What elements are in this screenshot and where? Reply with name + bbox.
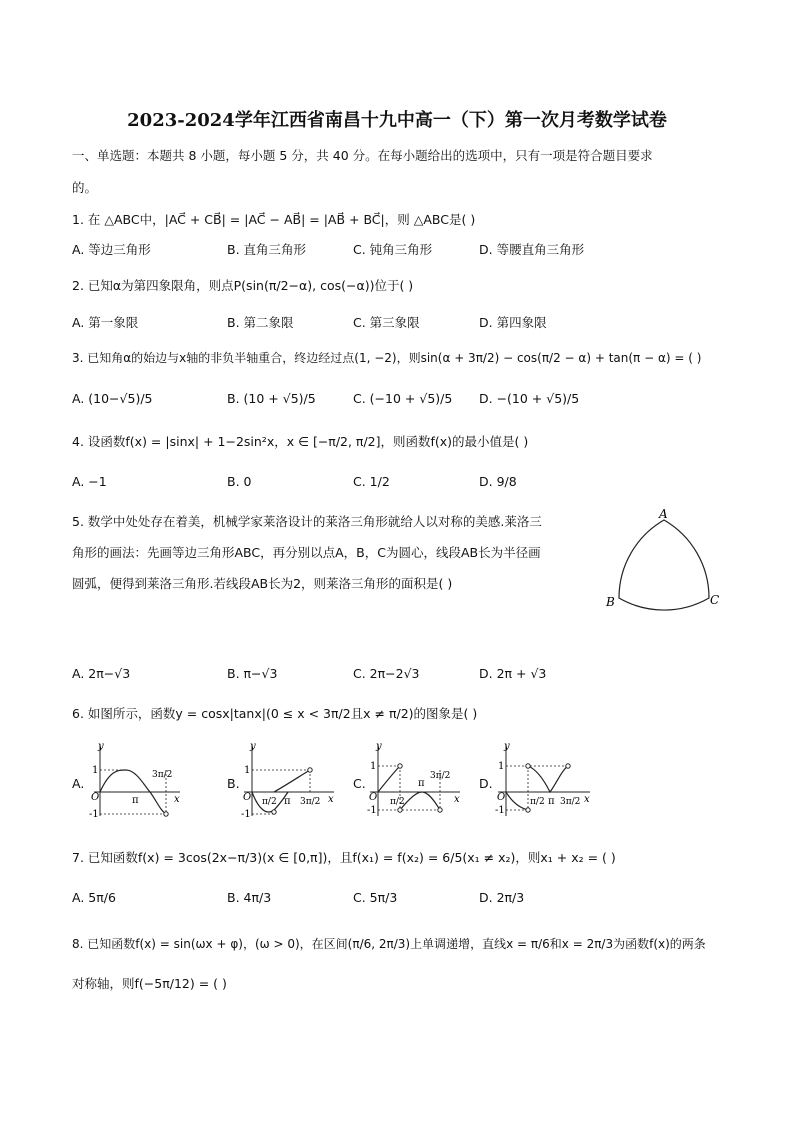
- q1-option-b: B. 直角三角形: [227, 242, 307, 257]
- q5-option-c: C. 2π−2√3: [353, 666, 420, 681]
- svg-text:1: 1: [370, 761, 377, 772]
- q2-option-c: C. 第三象限: [353, 315, 420, 330]
- question-8-stem-line1: 8. 已知函数f(x) = sin(ωx + φ)，(ω > 0)，在区间(π/6, 2π/3)上单调递增，直线x = π/6和x = 2π/3为函数f(x)的两条: [72, 937, 706, 951]
- svg-text:y: y: [376, 741, 382, 752]
- q4-option-c: C. 1/2: [353, 474, 390, 489]
- svg-text:3π/2: 3π/2: [300, 797, 321, 807]
- svg-text:π/2: π/2: [390, 797, 405, 807]
- svg-text:O: O: [497, 792, 506, 803]
- question-5-stem-line2: 角形的画法：先画等边三角形ABC，再分别以点A，B，C为圆心，线段AB长为半径画: [72, 545, 541, 560]
- question-6-stem: 6. 如图所示，函数y = cosx|tanx|(0 ≤ x < 3π/2且x ≠ π/2)的图象是( ): [72, 706, 478, 721]
- question-7-stem: 7. 已知函数f(x) = 3cos(2x−π/3)(x ∈ [0,π])，且f(x₁) = f(x₂) = 6/5(x₁ ≠ x₂)，则x₁ + x₂ = ( ): [72, 850, 616, 865]
- label-b: B: [606, 595, 615, 609]
- q3-option-c: C. (−10 + √5)/5: [353, 391, 453, 406]
- q1-option-c: C. 钝角三角形: [353, 242, 433, 257]
- svg-text:π: π: [548, 796, 555, 807]
- svg-text:1: 1: [92, 765, 99, 776]
- reuleaux-triangle-figure: [600, 505, 730, 615]
- q1-option-d: D. 等腰直角三角形: [479, 242, 585, 257]
- question-5-stem-line1: 5. 数学中处处存在着美，机械学家莱洛设计的莱洛三角形就给人以对称的美感.莱洛三: [72, 514, 542, 529]
- question-8-stem-line2: 对称轴，则f(−5π/12) = ( ): [72, 976, 227, 991]
- svg-text:π/2: π/2: [530, 797, 545, 807]
- q6-option-a: A.: [72, 776, 85, 791]
- svg-text:-1: -1: [89, 809, 99, 820]
- q5-option-a: A. 2π−√3: [72, 666, 131, 681]
- svg-text:O: O: [369, 792, 378, 803]
- question-5-stem-line3: 圆弧，便得到莱洛三角形.若线段AB长为2，则莱洛三角形的面积是( ): [72, 576, 453, 591]
- q2-option-a: A. 第一象限: [72, 315, 139, 330]
- svg-text:x: x: [584, 794, 590, 805]
- q6-option-d: D.: [479, 776, 493, 791]
- q5-option-b: B. π−√3: [227, 666, 278, 681]
- label-c: C: [710, 593, 720, 607]
- q3-option-b: B. (10 + √5)/5: [227, 391, 316, 406]
- q7-option-c: C. 5π/3: [353, 890, 398, 905]
- q4-option-b: B. 0: [227, 474, 252, 489]
- q3-option-d: D. −(10 + √5)/5: [479, 391, 580, 406]
- page-title: 2023-2024学年江西省南昌十九中高一（下）第一次月考数学试卷: [127, 110, 667, 131]
- q7-option-b: B. 4π/3: [227, 890, 272, 905]
- svg-text:x: x: [328, 794, 334, 805]
- svg-text:y: y: [250, 741, 256, 752]
- question-2-stem: 2. 已知α为第四象限角，则点P(sin(π/2−α), cos(−α))位于( ): [72, 278, 414, 293]
- svg-text:3π/2: 3π/2: [560, 797, 581, 807]
- q6-graph-a: [88, 740, 188, 820]
- q6-option-c: C.: [353, 776, 366, 791]
- svg-text:3π/2: 3π/2: [430, 771, 451, 781]
- q2-option-b: B. 第二象限: [227, 315, 294, 330]
- q4-option-a: A. −1: [72, 474, 107, 489]
- svg-text:-1: -1: [367, 805, 377, 816]
- q7-option-d: D. 2π/3: [479, 890, 525, 905]
- svg-text:O: O: [91, 792, 100, 803]
- svg-text:O: O: [243, 792, 252, 803]
- q3-option-a: A. (10−√5)/5: [72, 391, 153, 406]
- svg-text:π: π: [132, 795, 139, 806]
- q5-option-d: D. 2π + √3: [479, 666, 547, 681]
- svg-text:x: x: [174, 794, 180, 805]
- q4-option-d: D. 9/8: [479, 474, 517, 489]
- q2-option-d: D. 第四象限: [479, 315, 547, 330]
- svg-text:-1: -1: [495, 805, 505, 816]
- svg-text:x: x: [454, 794, 460, 805]
- q6-option-b: B.: [227, 776, 240, 791]
- svg-text:π/2: π/2: [262, 797, 277, 807]
- svg-text:1: 1: [498, 761, 505, 772]
- svg-text:3π/2: 3π/2: [152, 770, 173, 780]
- svg-text:y: y: [504, 741, 510, 752]
- q6-graph-d: [494, 740, 594, 820]
- section-heading-cont: 的。: [72, 180, 98, 195]
- section-heading: 一、单选题：本题共 8 小题，每小题 5 分，共 40 分。在每小题给出的选项中，只有一项是符合题目要求: [72, 148, 653, 163]
- svg-text:π: π: [284, 796, 291, 807]
- q1-option-a: A. 等边三角形: [72, 242, 151, 257]
- svg-text:π: π: [418, 778, 425, 789]
- question-1-stem: 1. 在 △ABC中，|AC⃗ + CB⃗| = |AC⃗ − AB⃗| = |AB⃗ + BC⃗|，则 △ABC是( ): [72, 212, 476, 227]
- question-3-stem: 3. 已知角α的始边与x轴的非负半轴重合，终边经过点(1, −2)，则sin(α + 3π/2) − cos(π/2 − α) + tan(π − α) = ( ): [72, 351, 702, 365]
- q7-option-a: A. 5π/6: [72, 890, 116, 905]
- svg-text:y: y: [98, 741, 104, 752]
- svg-text:-1: -1: [241, 809, 251, 820]
- question-4-stem: 4. 设函数f(x) = |sinx| + 1−2sin²x，x ∈ [−π/2, π/2]，则函数f(x)的最小值是( ): [72, 434, 529, 449]
- q6-graph-c: [366, 740, 466, 820]
- label-a: A: [659, 507, 668, 521]
- svg-text:1: 1: [244, 765, 251, 776]
- q6-graph-b: [240, 740, 340, 820]
